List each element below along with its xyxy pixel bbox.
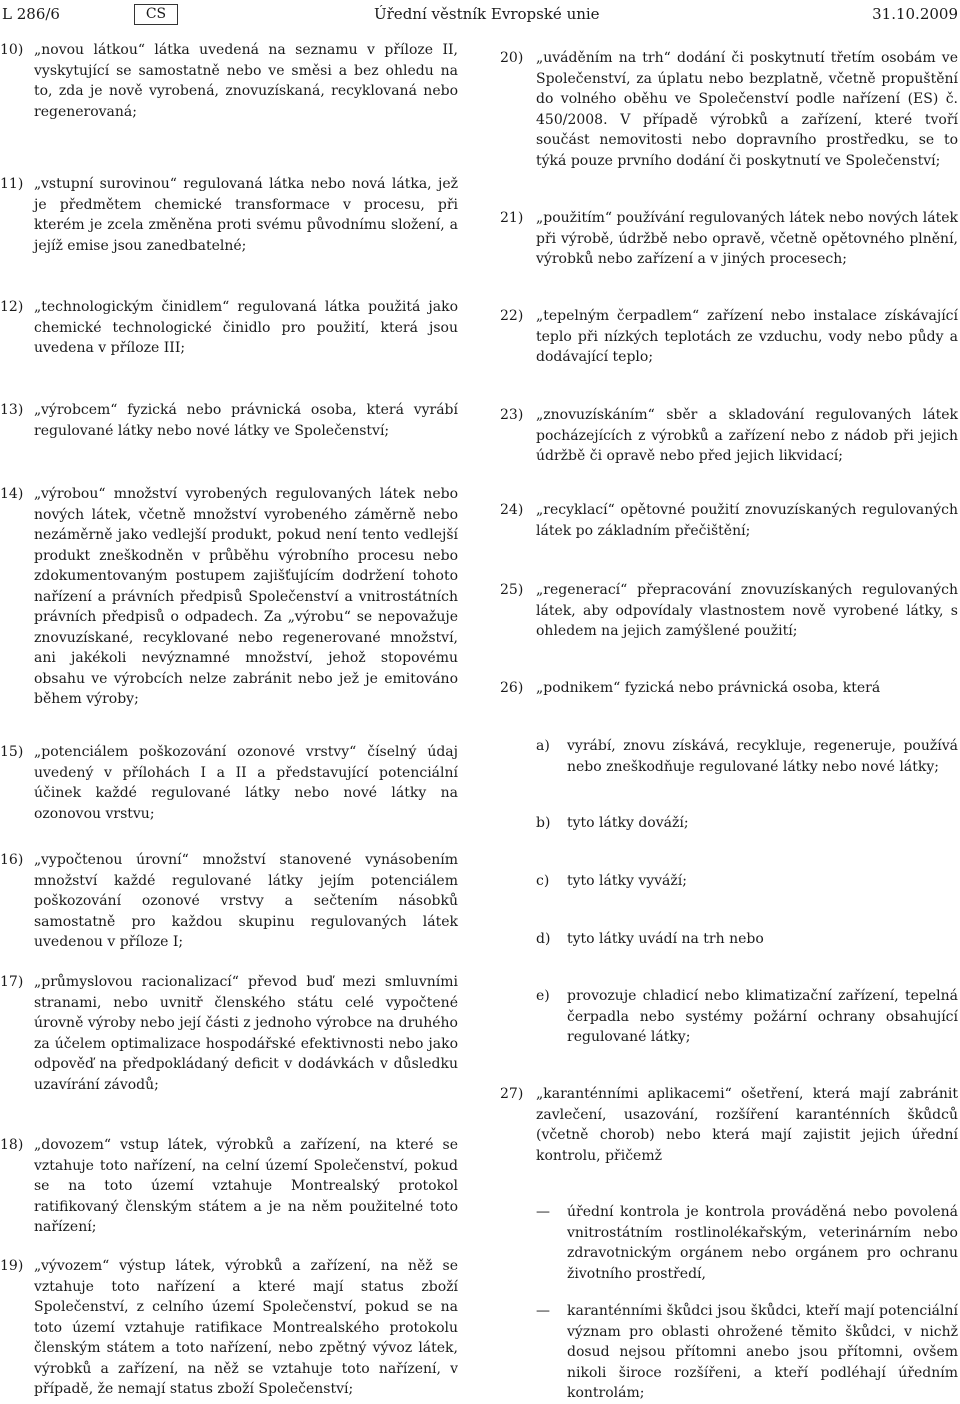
item-text: „použitím“ používání regulovaných látek nebo nových látek při výrobě, údržbě nebo opravě, včetně opětovného plnění, výrobků nebo zařízení a v jiných procesech; xyxy=(536,210,958,267)
sub-item-text: tyto látky vyváží; xyxy=(567,873,687,889)
item-text: „novou látkou“ látka uvedená na seznamu v příloze II, vyskytující se samostatně nebo ve směsi a bez ohledu na to, zda je nově vyrobená, znovuzískaná, recyklovaná nebo regenerovaná; xyxy=(34,42,458,120)
item-text: „potenciálem poškozování ozonové vrstvy“ číselný údaj uvedený v přílohách I a II a představující potenciální účinek každé regulované látky nebo nové látky na ozonovou vrstvu; xyxy=(34,744,458,822)
publication-date: 31.10.2009 xyxy=(872,5,958,23)
item-text: „vypočtenou úrovní“ množství stanovené vynásobením množství každé regulované látky jejím potenciálem poškozování ozonové vrstvy a sečtením násobků samostatně pro každou skupinu regulovaných látek uvedenou v příloze I; xyxy=(34,852,458,950)
definition-item xyxy=(500,405,958,467)
definition-item xyxy=(0,972,458,1095)
item-text: „podnikem“ fyzická nebo právnická osoba, která xyxy=(536,680,881,696)
sub-item-label: c) xyxy=(536,873,550,889)
sub-item-text: vyrábí, znovu získává, recykluje, regeneruje, používá nebo zneškodňuje regulované látky nebo nové látky; xyxy=(567,738,958,775)
sub-item-label: a) xyxy=(536,738,550,754)
sub-item xyxy=(536,813,958,834)
item-number: 18) xyxy=(0,1137,24,1153)
item-number: 14) xyxy=(0,486,24,502)
item-text: „technologickým činidlem“ regulovaná látka použitá jako chemické technologické činidlo pro použití, která jsou uvedena v příloze III; xyxy=(34,299,458,356)
definition-item xyxy=(500,500,958,541)
item-number: 17) xyxy=(0,974,24,990)
definition-item xyxy=(500,208,958,270)
page-number: L 286/6 xyxy=(2,5,60,23)
item-text: „recyklací“ opětovné použití znovuzískaných regulovaných látek po základním přečištění; xyxy=(536,502,958,539)
sub-item xyxy=(536,736,958,777)
definition-item xyxy=(0,850,458,953)
sub-item-label: e) xyxy=(536,988,550,1004)
item-number: 19) xyxy=(0,1258,24,1274)
item-number: 16) xyxy=(0,852,24,868)
item-text: „vstupní surovinou“ regulovaná látka nebo nová látka, jež je předmětem chemické transformace v procesu, při kterém je zcela změněna proti svému původnímu složení, a jejíž emise jsou zanedbatelné; xyxy=(34,176,458,254)
item-text: „dovozem“ vstup látek, výrobků a zařízení, na které se vztahuje toto nařízení, na celní území Společenství, pokud se na toto území vztahuje Montrealský protokol ratifikovaný členským státem a je na něm použitelné toto nařízení; xyxy=(34,1137,458,1235)
dash-item-text: karanténními škůdci jsou škůdci, kteří mají potenciální význam pro oblasti ohrožené těmito škůdci, v nichž dosud nejsou přítomni anebo jsou přítomni, ovšem nikoli široce rozšířeni, a kteří podléhají úředním kontrolám; xyxy=(567,1303,958,1401)
sub-item xyxy=(536,929,958,950)
item-text: „regenerací“ přepracování znovuzískaných regulovaných látek, aby odpovídaly vlastnostem nově vyrobené látky, s ohledem na jejich zamýšlené použití; xyxy=(536,582,958,639)
dash-item xyxy=(536,1202,958,1284)
journal-title: Úřední věstník Evropské unie xyxy=(374,5,600,23)
item-number: 12) xyxy=(0,299,24,315)
definition-item xyxy=(0,40,458,122)
definition-item xyxy=(500,48,958,171)
item-text: „vývozem“ výstup látek, výrobků a zařízení, na něž se vztahuje toto nařízení a které mají status zboží Společenství, z celního území Společenství, pokud se na toto území vztahuje ratifikace Montrealského protokolu členským státem a toto nařízení, nebo zpětný vývoz látek, výrobků a zařízení, na něž se vztahuje toto nařízení, v případě, že nemají status zboží Společenství; xyxy=(34,1258,458,1397)
item-number: 20) xyxy=(500,50,524,66)
item-number: 21) xyxy=(500,210,524,226)
item-text: „znovuzískáním“ sběr a skladování regulovaných látek pocházejících z výrobků a zařízení nebo z nádob při jejich údržbě či opravě nebo před jejich likvidací; xyxy=(536,407,958,464)
item-number: 26) xyxy=(500,680,524,696)
sub-item-label: d) xyxy=(536,931,551,947)
definition-item xyxy=(0,1135,458,1238)
definition-item xyxy=(500,1084,958,1166)
item-number: 23) xyxy=(500,407,524,423)
sub-item-text: tyto látky dováží; xyxy=(567,815,689,831)
item-number: 24) xyxy=(500,502,524,518)
sub-item xyxy=(536,871,958,892)
item-text: „uváděním na trh“ dodání či poskytnutí třetím osobám ve Společenství, za úplatu nebo bezplatně, včetně propuštění do volného oběhu ve Společenství podle nařízení (ES) č. 450/2008. V případě výrobků a zařízení, které tvoří součást nemovitosti nebo dopravního prostředku, se to týká pouze prvního dodání či poskytnutí ve Společenství; xyxy=(536,50,958,169)
definition-item xyxy=(0,297,458,359)
item-number: 11) xyxy=(0,176,24,192)
item-number: 22) xyxy=(500,308,524,324)
page-header xyxy=(0,4,958,26)
item-number: 10) xyxy=(0,42,24,58)
sub-item-text: provozuje chladicí nebo klimatizační zařízení, tepelná čerpadla nebo systémy požární ochrany obsahující regulované látky; xyxy=(567,988,958,1045)
dash-item xyxy=(536,1301,958,1404)
item-text: „výrobou“ množství vyrobených regulovaných látek nebo nových látek, včetně množství vyrobeného záměrně nebo nezáměrně jako vedlejší produkt, pokud není tento vedlejší produkt zneškodněn v průběhu výrobního procesu nebo zdokumentovaným postupem zajišťujícím dodržení tohoto nařízení a právních předpisů Společenství a vnitrostátních právních předpisů o odpadech. Za „výrobu“ se nepovažuje znovuzískané, recyklované nebo regenerované množství, ani jakékoli nevýznamné množství, jehož stopovému obsahu ve výrobcích nelze zabránit nebo jež je emitováno během výroby; xyxy=(34,486,458,707)
item-text: „karanténními aplikacemi“ ošetření, která mají zabránit zavlečení, usazování, rozšíření karanténních škůdců (včetně chorob) nebo která mají zajistit jejich úřední kontrolu, přičemž xyxy=(536,1086,958,1164)
definition-item xyxy=(500,580,958,642)
dash-mark: — xyxy=(536,1204,550,1220)
item-number: 27) xyxy=(500,1086,524,1102)
item-text: „výrobcem“ fyzická nebo právnická osoba, která vyrábí regulované látky nebo nové látky ve Společenství; xyxy=(34,402,458,439)
sub-item-label: b) xyxy=(536,815,551,831)
item-number: 15) xyxy=(0,744,24,760)
sub-item-text: tyto látky uvádí na trh nebo xyxy=(567,931,764,947)
language-code-box: CS xyxy=(134,4,178,25)
definition-item xyxy=(500,306,958,368)
definition-item xyxy=(0,484,458,710)
definition-item xyxy=(0,742,458,824)
definition-item xyxy=(0,174,458,256)
item-text: „průmyslovou racionalizací“ převod buď mezi smluvními stranami, nebo uvnitř členského státu celé vypočtené úrovně výroby nebo její části z jednoho výrobce na druhého za účelem optimalizace hospodářské efektivnosti nebo jako odpověď na předpokládaný deficit v dodávkách v důsledku uzavírání závodů; xyxy=(34,974,458,1093)
item-number: 25) xyxy=(500,582,524,598)
dash-mark: — xyxy=(536,1303,550,1319)
sub-item xyxy=(536,986,958,1048)
item-number: 13) xyxy=(0,402,24,418)
item-text: „tepelným čerpadlem“ zařízení nebo instalace získávající teplo při nízkých teplotách ze vzduchu, vody nebo půdy a dodávající teplo; xyxy=(536,308,958,365)
dash-item-text: úřední kontrola je kontrola prováděná nebo povolená vnitrostátním rostlinolékařským, veterinárním nebo zdravotnickým orgánem nebo orgánem pro ochranu životního prostředí, xyxy=(567,1204,958,1282)
definition-item xyxy=(0,1256,458,1400)
definition-item xyxy=(500,678,958,699)
definition-item xyxy=(0,400,458,441)
